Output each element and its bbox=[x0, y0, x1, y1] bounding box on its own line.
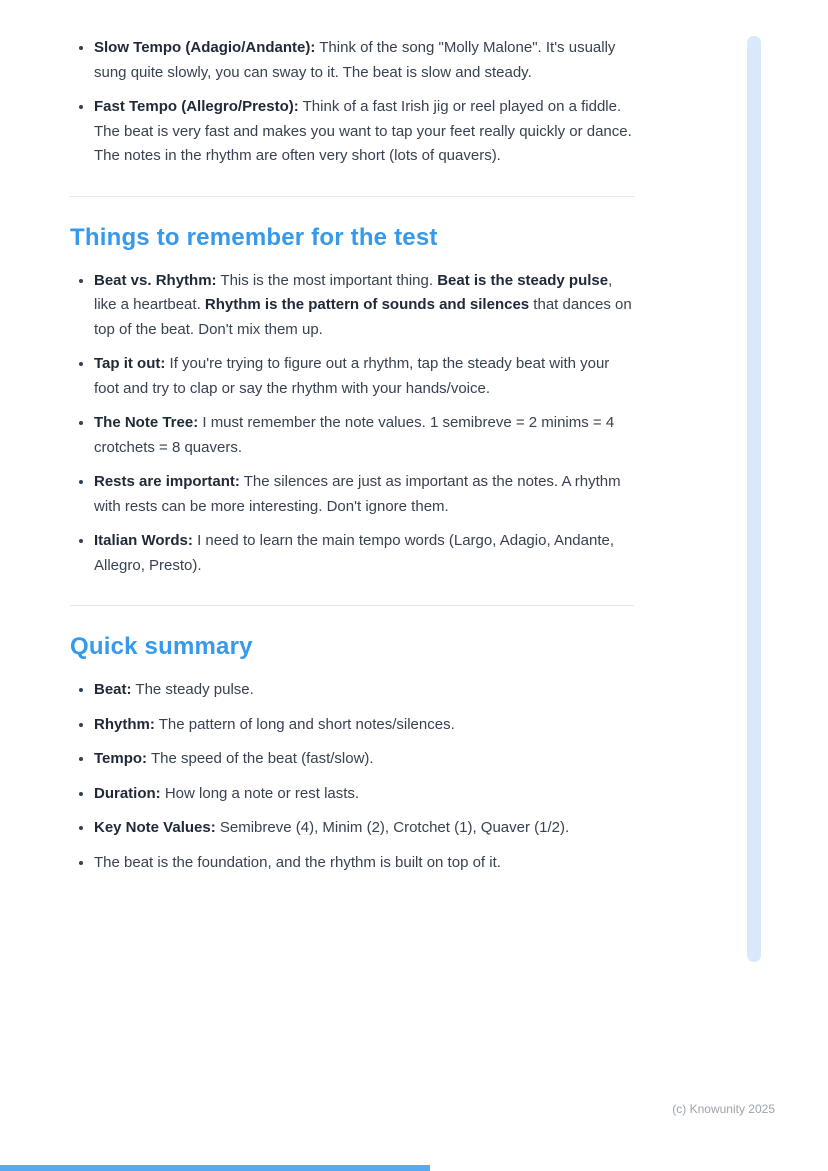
list-item bbox=[94, 747, 634, 772]
list-item-text: The pattern of long and short notes/silences. bbox=[154, 715, 455, 733]
section-things-to-remember bbox=[70, 222, 634, 579]
bullet-list bbox=[70, 36, 634, 169]
bullet-list bbox=[70, 678, 634, 875]
list-item bbox=[94, 36, 634, 85]
list-item-text: The silences are just as important as the notes. A rhythm with rests can be more interesting. Don't ignore them. bbox=[94, 473, 621, 515]
section-divider bbox=[70, 605, 634, 606]
list-item-bold-text: Beat vs. Rhythm: bbox=[94, 271, 217, 289]
list-item-bold-text: Tap it out: bbox=[94, 355, 166, 372]
list-item-bold-text: Tempo: bbox=[94, 750, 148, 767]
section-tempo-examples bbox=[70, 36, 634, 169]
list-item bbox=[94, 851, 634, 876]
section-heading-quick-summary: Quick summary bbox=[70, 633, 253, 660]
list-item-bold-text: Beat: bbox=[94, 681, 132, 698]
list-item-bold-text: Duration: bbox=[94, 784, 161, 802]
bullet-list bbox=[70, 269, 634, 579]
list-item bbox=[94, 713, 634, 738]
list-item-bold-text: Key Note Values: bbox=[94, 819, 216, 836]
list-item bbox=[94, 816, 634, 841]
list-item-text: Semibreve (4), Minim (2), Crotchet (1), Quaver (1/2). bbox=[215, 819, 570, 836]
list-item-text: The speed of the beat (fast/slow). bbox=[147, 750, 374, 767]
list-item bbox=[94, 352, 634, 401]
list-item-text: that dances on top of the beat. Don't mix them up. bbox=[94, 296, 632, 338]
list-item-text: The steady pulse. bbox=[131, 681, 254, 698]
list-item-text: How long a note or rest lasts. bbox=[160, 784, 360, 802]
list-item bbox=[94, 95, 634, 169]
list-item bbox=[94, 529, 634, 578]
list-item bbox=[94, 269, 634, 343]
list-item bbox=[94, 411, 634, 460]
section-heading-things-to-remember: Things to remember for the test bbox=[70, 223, 438, 251]
list-item-bold-text: Rests are important: bbox=[94, 473, 240, 490]
copyright-footer: (c) Knowunity 2025 bbox=[672, 1102, 775, 1116]
list-item-text: I need to learn the main tempo words (Largo, Adagio, Andante, Allegro, Presto). bbox=[94, 532, 615, 574]
list-item-text: I must remember the note values. 1 semibreve = 2 minims = 4 crotchets = 8 quavers. bbox=[94, 414, 615, 456]
list-item-bold-text: Rhythm: bbox=[94, 715, 155, 733]
list-item-text: The beat is the foundation, and the rhythm is built on top of it. bbox=[94, 853, 501, 871]
list-item-text: If you're trying to figure out a rhythm, tap the steady beat with your foot and try to clap or say the rhythm with your hands/voice. bbox=[94, 355, 610, 397]
list-item-text: Think of the song "Molly Malone". It's usually sung quite slowly, you can sway to it. The beat is slow and steady. bbox=[94, 39, 616, 81]
scrollbar-thumb[interactable] bbox=[747, 36, 761, 962]
list-item-text: This is the most important thing. bbox=[216, 271, 438, 289]
list-item-bold-text: Fast Tempo (Allegro/Presto): bbox=[94, 98, 299, 115]
list-item-text: Think of a fast Irish jig or reel played on a fiddle. The beat is very fast and makes you want to tap your feet really quickly or dance. The notes in the rhythm are often very short (lots of quavers). bbox=[94, 98, 632, 164]
list-item-bold-text: Slow Tempo (Adagio/Andante): bbox=[94, 39, 316, 56]
document-content bbox=[70, 36, 634, 885]
list-item bbox=[94, 782, 634, 807]
list-item-bold-text: The Note Tree: bbox=[94, 414, 199, 431]
list-item bbox=[94, 470, 634, 519]
section-divider bbox=[70, 196, 634, 197]
list-item-bold-text: Rhythm is the pattern of sounds and silences bbox=[204, 296, 530, 313]
bottom-accent-bar bbox=[0, 1165, 430, 1171]
list-item-bold-text: Beat is the steady pulse bbox=[437, 271, 609, 289]
section-quick-summary bbox=[70, 631, 634, 875]
list-item-bold-text: Italian Words: bbox=[94, 532, 193, 549]
list-item bbox=[94, 678, 634, 703]
list-item-text: , like a heartbeat. bbox=[94, 271, 613, 313]
